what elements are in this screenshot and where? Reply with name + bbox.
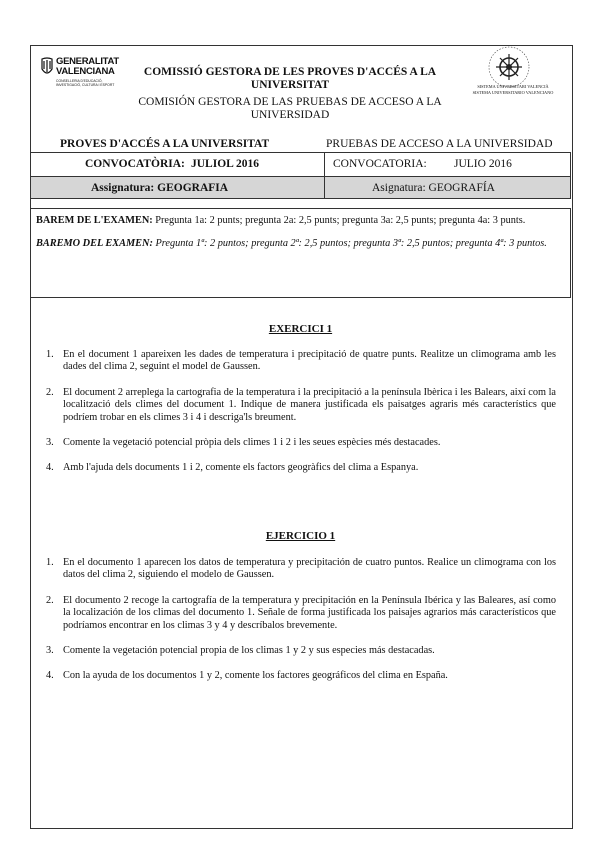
question-item [46, 462, 556, 474]
convocatoria-value-ca: JULIOL 2016 [191, 158, 260, 170]
scoring-label-ca: BAREM DE L'EXAMEN: [36, 215, 153, 226]
proves-heading-ca: PROVES D'ACCÉS A LA UNIVERSITAT [60, 138, 270, 150]
question-text: El document 2 arreplega la cartografia de la temperatura i la precipitació a la península Ibèrica i les Balears, així com la localització dels climes del document 1. Indique de manera justificada els paisatges agraris més característics que podríem trobar en els climes 3 i 4 i descriga'ls breument. [63, 386, 556, 423]
question-text: Amb l'ajuda dels documents 1 i 2, comente els factors geogràfics del clima a Espanya. [63, 462, 419, 474]
sue-caption-ca: SISTEMA UNIVERSITARI VALENCIÀ [477, 84, 549, 89]
generalitat-logo [40, 57, 122, 107]
exercise-title-ca: EXERCICI 1 [268, 323, 333, 335]
question-number: 1. [46, 557, 54, 568]
question-list-es [46, 557, 556, 696]
scoring-label-es: BAREMO DEL EXAMEN: [36, 238, 153, 249]
question-text: Con la ayuda de los documentos 1 y 2, comente los factores geográficos del clima en España. [63, 670, 448, 682]
question-text: Comente la vegetació potencial pròpia dels climes 1 i 2 i les seues espècies més destacades. [63, 437, 441, 449]
question-item [46, 387, 556, 424]
generalitat-emblem-icon [40, 57, 54, 79]
question-item [46, 437, 556, 449]
question-item [46, 349, 556, 374]
question-number: 3. [46, 645, 54, 657]
question-number: 1. [46, 349, 54, 360]
subject-es: Asignatura: GEOGRAFÍA [372, 182, 495, 194]
question-number: 4. [46, 462, 54, 474]
convocatoria-value-es: JULIO 2016 [454, 158, 512, 170]
convocatoria-label-es: CONVOCATORIA: [333, 158, 427, 170]
scoring-ca [36, 214, 563, 227]
question-item [46, 645, 556, 657]
commission-title-ca: COMISSIÓ GESTORA DE LES PROVES D'ACCÉS A LA UNIVERSITAT [143, 66, 437, 91]
question-text: Comente la vegetación potencial propia de los climas 1 y 2 y sus especies más destacadas. [63, 645, 435, 657]
question-list-ca [46, 349, 556, 488]
commission-title-es: COMISIÓN GESTORA DE LAS PRUEBAS DE ACCESO A LA UNIVERSIDAD [138, 96, 442, 121]
question-item [46, 557, 556, 582]
logo-dept-line-2: INVESTIGACIÓ, CULTURA I ESPORT [56, 83, 115, 88]
pruebas-heading-es: PRUEBAS DE ACCESO A LA UNIVERSIDAD [326, 138, 553, 150]
university-system-seal-icon [487, 45, 531, 89]
logo-line-1: GENERALITAT [56, 56, 119, 67]
scoring-text-ca: Pregunta 1a: 2 punts; pregunta 2a: 2,5 punts; pregunta 3a: 2,5 punts; pregunta 4a: 3 punts. [152, 215, 526, 226]
scoring-text-es: Pregunta 1ª: 2 puntos; pregunta 2ª: 2,5 puntos; pregunta 3ª: 2,5 puntos; pregunta 4ª: 3 puntos. [152, 238, 547, 249]
question-text: El documento 2 recoge la cartografía de la temperatura y precipitación en la Península Ibérica y las Baleares, así como la localización de los climas del documento 1. Señale de forma justificada los paisajes agrarios más característicos que podríamos encontrar en los climas 3 y 4 y descríbalos brevemente. [63, 594, 556, 631]
exercise-title-es: EJERCICIO 1 [265, 530, 336, 542]
convocatoria-label-ca: CONVOCATÒRIA: [85, 158, 185, 170]
scoring-box [30, 208, 571, 298]
question-number: 3. [46, 437, 54, 449]
question-item [46, 670, 556, 682]
question-number: 2. [46, 594, 54, 606]
logo-line-2: VALENCIANA [56, 66, 115, 77]
question-text: En el documento 1 aparecen los datos de temperatura y precipitación de cuatro puntos. Realice un climograma con los datos del clima 2, siguiendo el modelo de Gaussen. [63, 557, 556, 581]
scoring-es [36, 237, 563, 250]
logo-dept-line-1: CONSELLERIA D'EDUCACIÓ, [56, 79, 103, 83]
sue-caption [458, 84, 568, 95]
question-item [46, 595, 556, 632]
sue-caption-es: SISTEMA UNIVERSITARIO VALENCIANO [472, 89, 554, 95]
exam-info-table [30, 152, 571, 199]
question-number: 2. [46, 386, 54, 398]
subject-ca: Assignatura: GEOGRAFIA [91, 182, 229, 194]
question-number: 4. [46, 670, 54, 682]
question-text: En el document 1 apareixen les dades de temperatura i precipitació de quatre punts. Realitze un climograma amb les dades del clima 2, seguint el model de Gaussen. [63, 349, 556, 373]
